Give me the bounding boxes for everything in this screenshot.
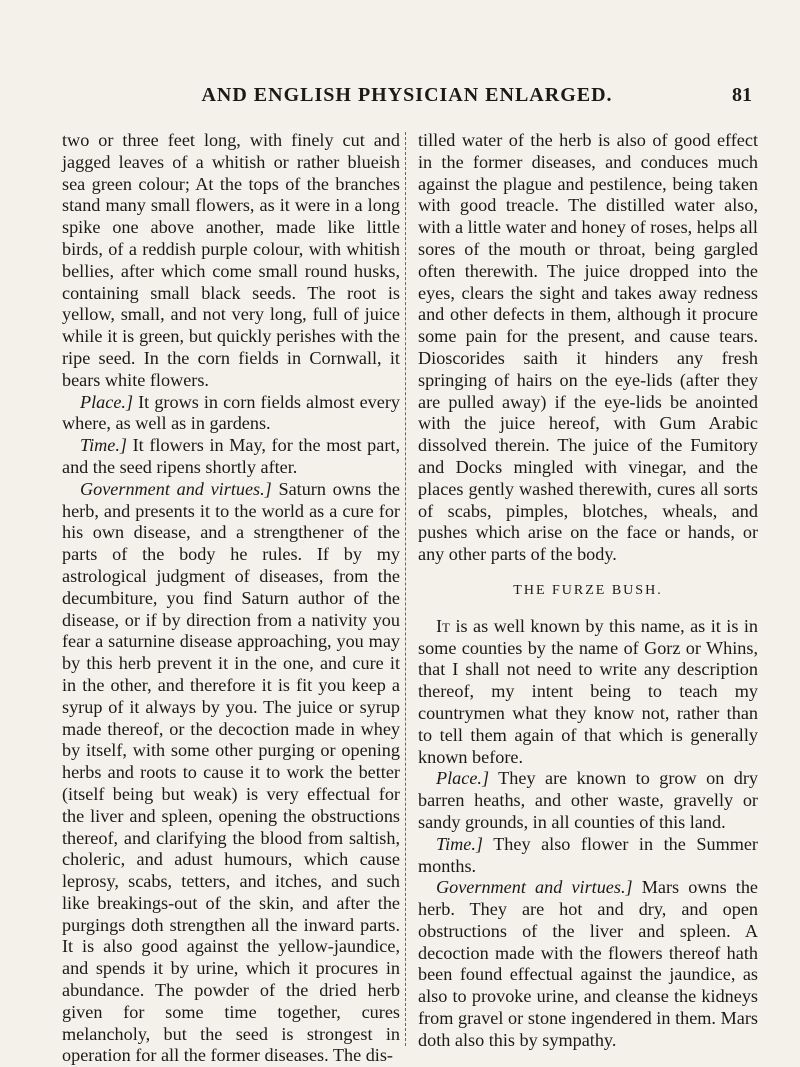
place-paragraph — [418, 768, 758, 833]
place-text: It grows in corn fields almost every where, as well as in gardens. — [62, 391, 400, 434]
column-divider — [405, 132, 406, 1046]
continuation-paragraph: tilled water of the herb is also of good effect in the former diseases, and conduces much against the plague and pestilence, being taken with good treacle. The distilled water also, with a little water and honey of roses, helps all sores of the mouth or throat, being gargled often therewith. The juice dropped into the eyes, clears the sight and takes away redness and other defects in them, although it procure some pain for the present, and cause tears. Dioscorides saith it hinders any fresh springing of hairs on the eye-lids (after they are pulled away) if the eye-lids be anointed with the juice hereof, with Gum Arabic dissolved therein. The juice of the Fumitory and Docks mingled with vinegar, and the places gently washed therewith, cures all sorts of scabs, pimples, blotches, wheals, and pushes which arise on the face or hands, or any other parts of the body. — [418, 130, 758, 565]
place-label: Place.] — [436, 768, 490, 789]
section-title: THE FURZE BUSH. — [513, 582, 663, 598]
government-text: Saturn owns the herb, and presents it to the world as a cure for his own disease, and a strengthener of the parts of the body he rules. If by my astrological judgment of diseases, from the decumbiture, you find Saturn author of the disease, or if by direction from a nativity you fear a saturnine disease approaching, you may by this herb prevent it in the one, and cure it in the other, and therefore it is fit you keep a syrup of it always by you. The juice or syrup made thereof, or the decoction made in whey by itself, with some other purging or opening herbs and roots to cause it to work the better (itself being but weak) is very effectual for the liver and spleen, opening the obstructions thereof, and clarifying the blood from saltish, choleric, and adust humours, which cause leprosy, scabs, tetters, and itches, and such like breakings-out of the skin, and after the purgings doth strengthen all the inward parts. It is also good against the yellow-jaundice, and spends it by urine, which it procures in abundance. The powder of the dried herb given for some time together, cures melancholy, but the seed is strongest in operation for all the former diseases. The dis- — [62, 478, 401, 1066]
right-column — [418, 130, 758, 1052]
government-paragraph — [418, 877, 758, 1051]
time-paragraph — [418, 834, 758, 878]
time-label: Time.] — [80, 435, 127, 456]
place-label: Place.] — [80, 391, 134, 412]
running-head: AND ENGLISH PHYSICIAN ENLARGED. — [201, 84, 613, 106]
time-text: They also flower in the Summer months. — [418, 833, 758, 876]
government-label: Government and virtues.] — [80, 478, 272, 499]
intro-capital: It — [436, 615, 450, 636]
page-number: 81 — [732, 84, 752, 106]
time-label: Time.] — [436, 833, 483, 854]
place-paragraph — [62, 392, 400, 436]
government-label: Government and virtues.] — [436, 877, 633, 898]
government-text: Mars owns the herb. They are hot and dry, and open obstructions of the liver and spleen. A decoction made with the flowers thereof hath been found effectual against the jaundice, as also to provoke urine, and cleanse the kidneys from gravel or stone ingendered in them. Mars doth also this by sympathy. — [418, 877, 759, 1050]
government-paragraph — [62, 479, 400, 1067]
intro-paragraph — [418, 616, 758, 769]
place-text: They are known to grow on dry barren heaths, and other waste, gravelly or sandy grounds, in all counties of this land. — [418, 768, 758, 832]
intro-text: is as well known by this name, as it is in some counties by the name of Gorz or Whins, that I shall not need to write any description thereof, my intent being to teach my countrymen what they know not, rather than to tell them again of that which is generally known before. — [418, 615, 758, 767]
description-paragraph: two or three feet long, with finely cut and jagged leaves of a whitish or rather blueish sea green colour; At the tops of the branches stand many small flowers, as it were in a long spike one above another, made like little birds, of a reddish purple colour, with whitish bellies, after which come small round husks, containing small black seeds. The root is yellow, small, and not very long, full of juice while it is green, but quickly perishes with the ripe seed. In the corn fields in Cornwall, it bears white flowers. — [62, 130, 400, 390]
time-paragraph — [62, 435, 400, 479]
page-header — [62, 84, 752, 110]
time-text: It flowers in May, for the most part, and the seed ripens shortly after. — [62, 435, 400, 477]
left-column — [62, 130, 400, 1067]
